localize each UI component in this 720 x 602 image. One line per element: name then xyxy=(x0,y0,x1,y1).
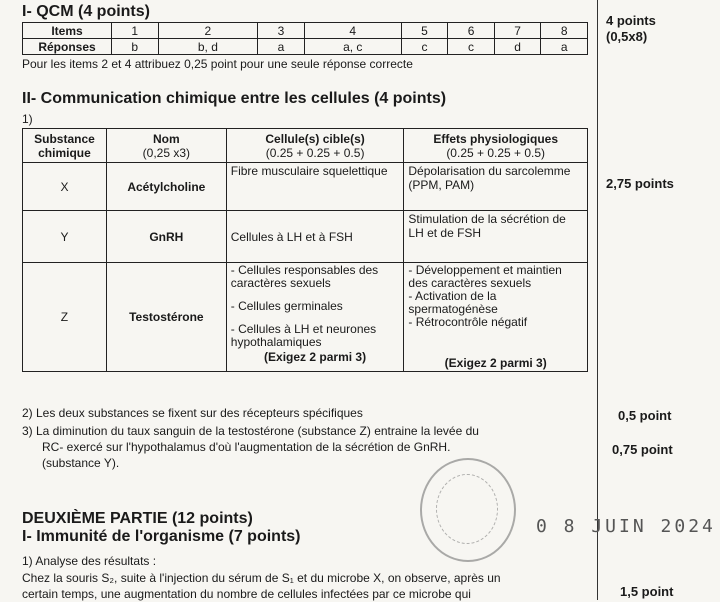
official-stamp-seal xyxy=(420,458,516,562)
qcm-item: 3 xyxy=(258,23,305,39)
qcm-answers-label: Réponses xyxy=(23,39,112,55)
qcm-answer: a, c xyxy=(304,39,401,55)
cible-y: Cellules à LH et à FSH xyxy=(226,211,404,263)
effet-z-item: - Rétrocontrôle négatif xyxy=(408,315,528,329)
qcm-answer: c xyxy=(448,39,495,55)
cible-z-item: - Cellules responsables des caractères sexuels xyxy=(230,263,379,290)
header-nom-line2: (0,25 x3) xyxy=(142,145,191,160)
header-substance xyxy=(23,129,107,163)
question-1-label: 1) xyxy=(22,112,33,126)
qcm-item: 7 xyxy=(494,23,541,39)
question-3-text xyxy=(22,423,588,471)
question-2-score: 0,5 point xyxy=(618,408,672,423)
analysis-line: certain temps, une augmentation du nombre de cellules infectées par ce microbe qui xyxy=(22,587,471,601)
cible-z-item: - Cellules à LH et neurones hypothalamiques xyxy=(230,322,377,349)
qcm-items-row xyxy=(23,23,588,39)
score-column-divider xyxy=(597,0,598,600)
nom-y: GnRH xyxy=(106,211,226,263)
exigez-effets: (Exigez 2 parmi 3) xyxy=(444,356,547,370)
question-3-line: RC- exercé sur l'hypothalamus d'où l'augmentation de la sécrétion de GnRH. xyxy=(42,440,451,454)
qcm-item: 4 xyxy=(304,23,401,39)
substance-x: X xyxy=(23,163,107,211)
analysis-score: 1,5 point xyxy=(620,584,674,599)
qcm-item: 8 xyxy=(541,23,588,39)
analysis-text xyxy=(22,570,592,602)
header-effets-line1: Effets physiologiques xyxy=(433,131,559,146)
qcm-answer: b xyxy=(112,39,159,55)
qcm-answer: c xyxy=(401,39,448,55)
question-3-line: 3) La diminution du taux sanguin de la testostérone (substance Z) entraine la levée du xyxy=(22,424,479,438)
chem-row-y xyxy=(23,211,588,263)
qcm-item: 6 xyxy=(448,23,495,39)
section-qcm-title: I- QCM (4 points) xyxy=(22,3,150,20)
chemical-communication-table xyxy=(22,128,588,372)
chem-row-x xyxy=(23,163,588,211)
part-two-title: DEUXIÈME PARTIE (12 points) xyxy=(22,510,253,527)
header-effets-line2: (0.25 + 0.25 + 0.5) xyxy=(446,145,546,160)
analysis-line: Chez la souris S₂, suite à l'injection du sérum de S₁ et du microbe X, on observe, après un xyxy=(22,571,501,585)
qcm-answer: a xyxy=(258,39,305,55)
qcm-answer-table xyxy=(22,22,588,55)
effet-x: Dépolarisation du sarcolemme (PPM, PAM) xyxy=(404,163,588,211)
cible-z-item: - Cellules germinales xyxy=(230,299,343,313)
qcm-item: 5 xyxy=(401,23,448,39)
qcm-answers-row xyxy=(23,39,588,55)
qcm-answer: d xyxy=(494,39,541,55)
cible-z xyxy=(226,263,404,372)
question-3-line: (substance Y). xyxy=(42,456,120,470)
nom-x: Acétylcholine xyxy=(106,163,226,211)
immunity-title: I- Immunité de l'organisme (7 points) xyxy=(22,528,301,545)
question-2-text: 2) Les deux substances se fixent sur des récepteurs spécifiques xyxy=(22,406,363,420)
table-score: 2,75 points xyxy=(606,176,674,191)
effet-z-item: - Développement et maintien des caractères sexuels xyxy=(408,263,562,290)
qcm-answer: a xyxy=(541,39,588,55)
qcm-answer: b, d xyxy=(158,39,258,55)
header-nom xyxy=(106,129,226,163)
cible-x: Fibre musculaire squelettique xyxy=(226,163,404,211)
nom-z: Testostérone xyxy=(106,263,226,372)
qcm-score: 4 points xyxy=(606,13,656,28)
qcm-note: Pour les items 2 et 4 attribuez 0,25 point pour une seule réponse correcte xyxy=(22,57,413,71)
header-substance-line1: Substance xyxy=(34,131,95,146)
chem-row-z xyxy=(23,263,588,372)
effet-z-item: - Activation de la spermatogénèse xyxy=(408,289,498,316)
header-substance-line2: chimique xyxy=(38,145,91,160)
header-nom-line1: Nom xyxy=(153,131,180,146)
exigez-cibles: (Exigez 2 parmi 3) xyxy=(264,350,367,364)
chem-header-row xyxy=(23,129,588,163)
date-stamp: 0 8 JUIN 2024 xyxy=(536,516,716,537)
substance-y: Y xyxy=(23,211,107,263)
header-cibles-line2: (0.25 + 0.25 + 0.5) xyxy=(265,145,365,160)
analysis-label: 1) Analyse des résultats : xyxy=(22,554,157,568)
header-cibles xyxy=(226,129,404,163)
qcm-score-detail: (0,5x8) xyxy=(606,29,648,44)
header-effets xyxy=(404,129,588,163)
qcm-item: 2 xyxy=(158,23,258,39)
qcm-items-label: Items xyxy=(23,23,112,39)
substance-z: Z xyxy=(23,263,107,372)
qcm-item: 1 xyxy=(112,23,159,39)
section-communication-title: II- Communication chimique entre les cellules (4 points) xyxy=(22,90,447,107)
effet-z xyxy=(404,263,588,372)
effet-y: Stimulation de la sécrétion de LH et de FSH xyxy=(404,211,588,263)
question-3-score: 0,75 point xyxy=(612,442,673,457)
header-cibles-line1: Cellule(s) cible(s) xyxy=(265,131,365,146)
